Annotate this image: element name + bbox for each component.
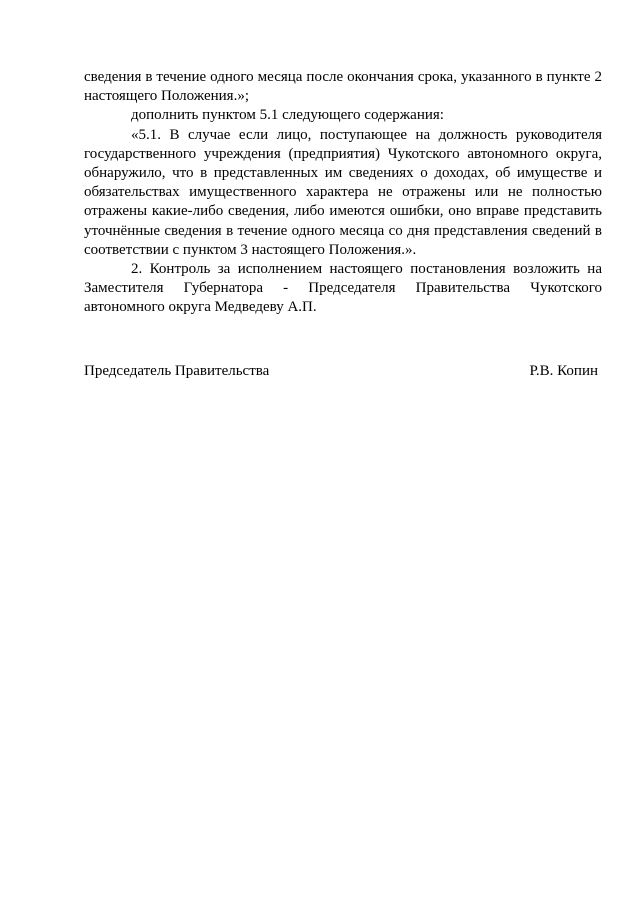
- paragraph-point-5-1: «5.1. В случае если лицо, поступающее на должность руководителя государственного учреждения (предприятия) Чукотского автономного округа, обнаружило, что в представленных им сведениях о доходах, об имуществе и обязательствах имущественного характера не отражены или не полностью отражены какие-либо сведения, либо имеются ошибки, оно вправе представить уточнённые сведения в течение одного месяца со дня представления сведений в соответствии с пунктом 3 настоящего Положения.».: [84, 126, 602, 258]
- signature-block: [84, 362, 598, 381]
- signatory-position: Председатель Правительства: [84, 363, 270, 379]
- paragraph-continuation: сведения в течение одного месяца после окончания срока, указанного в пункте 2 настоящего Положения.»;: [84, 69, 602, 105]
- paragraph-amendment-intro: дополнить пунктом 5.1 следующего содержания:: [131, 107, 444, 124]
- paragraph-control-clause: 2. Контроль за исполнением настоящего постановления возложить на Заместителя Губернатора - Председателя Правительства Чукотского автономного округа Медведеву А.П.: [84, 261, 602, 316]
- signatory-name: Р.В. Копин: [529, 363, 598, 379]
- document-body: [84, 68, 602, 318]
